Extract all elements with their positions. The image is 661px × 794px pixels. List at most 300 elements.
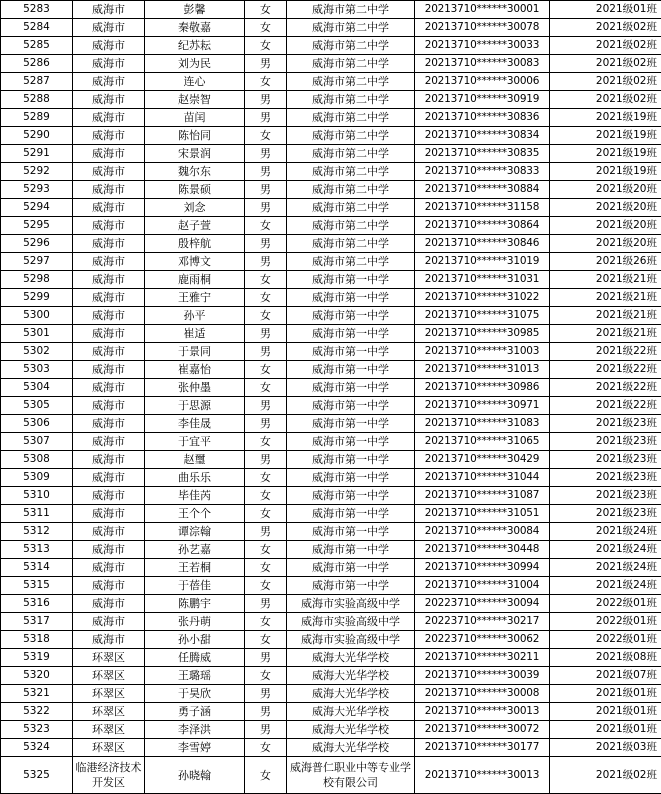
cell-city[interactable]: 威海市 [73,253,145,271]
cell-student-name[interactable]: 李佳晟 [145,415,245,433]
cell-class[interactable]: 2021级07班 [550,667,661,685]
cell-student-name[interactable]: 毕佳芮 [145,487,245,505]
cell-school[interactable]: 威海市第一中学 [287,577,415,595]
cell-class[interactable]: 2021级02班 [550,73,661,91]
cell-gender[interactable]: 女 [245,541,287,559]
cell-class[interactable]: 2022级01班 [550,631,661,649]
cell-serial-number[interactable]: 5312 [1,523,73,541]
cell-class[interactable]: 2021级01班 [550,721,661,739]
cell-school[interactable]: 威海市第二中学 [287,1,415,19]
cell-student-id[interactable]: 20213710******30846 [415,235,550,253]
cell-student-name[interactable]: 于思源 [145,397,245,415]
cell-city[interactable]: 威海市 [73,433,145,451]
cell-gender[interactable]: 男 [245,235,287,253]
cell-serial-number[interactable]: 5308 [1,451,73,469]
cell-class[interactable]: 2021级21班 [550,289,661,307]
cell-serial-number[interactable]: 5317 [1,613,73,631]
cell-student-id[interactable]: 20213710******31158 [415,199,550,217]
cell-serial-number[interactable]: 5313 [1,541,73,559]
cell-gender[interactable]: 女 [245,577,287,595]
cell-student-id[interactable]: 20213710******30835 [415,145,550,163]
cell-serial-number[interactable]: 5292 [1,163,73,181]
cell-school[interactable]: 威海市第一中学 [287,307,415,325]
cell-student-name[interactable]: 刘念 [145,199,245,217]
cell-school[interactable]: 威海市第二中学 [287,145,415,163]
cell-gender[interactable]: 女 [245,217,287,235]
cell-serial-number[interactable]: 5300 [1,307,73,325]
cell-student-id[interactable]: 20223710******30062 [415,631,550,649]
cell-student-id[interactable]: 20213710******31083 [415,415,550,433]
cell-student-name[interactable]: 陈鹏宇 [145,595,245,613]
cell-class[interactable]: 2021级20班 [550,217,661,235]
cell-serial-number[interactable]: 5314 [1,559,73,577]
cell-gender[interactable]: 男 [245,181,287,199]
cell-class[interactable]: 2021级02班 [550,37,661,55]
cell-serial-number[interactable]: 5284 [1,19,73,37]
cell-serial-number[interactable]: 5311 [1,505,73,523]
cell-serial-number[interactable]: 5307 [1,433,73,451]
cell-gender[interactable]: 男 [245,163,287,181]
cell-student-name[interactable]: 刘为民 [145,55,245,73]
cell-serial-number[interactable]: 5291 [1,145,73,163]
cell-city[interactable]: 威海市 [73,217,145,235]
cell-serial-number[interactable]: 5297 [1,253,73,271]
cell-city[interactable]: 威海市 [73,397,145,415]
cell-student-name[interactable]: 于景同 [145,343,245,361]
cell-student-name[interactable]: 苗闰 [145,109,245,127]
cell-gender[interactable]: 男 [245,145,287,163]
cell-serial-number[interactable]: 5310 [1,487,73,505]
cell-serial-number[interactable]: 5298 [1,271,73,289]
cell-serial-number[interactable]: 5305 [1,397,73,415]
cell-class[interactable]: 2021级21班 [550,271,661,289]
cell-school[interactable]: 威海市实验高级中学 [287,631,415,649]
cell-class[interactable]: 2021级24班 [550,523,661,541]
cell-city[interactable]: 威海市 [73,487,145,505]
cell-student-name[interactable]: 秦敬嘉 [145,19,245,37]
cell-student-id[interactable]: 20213710******30429 [415,451,550,469]
cell-student-id[interactable]: 20213710******30985 [415,325,550,343]
cell-school[interactable]: 威海市第一中学 [287,451,415,469]
cell-gender[interactable]: 女 [245,667,287,685]
cell-gender[interactable]: 女 [245,37,287,55]
cell-school[interactable]: 威海市第二中学 [287,91,415,109]
cell-city[interactable]: 威海市 [73,163,145,181]
cell-school[interactable]: 威海市第二中学 [287,55,415,73]
cell-serial-number[interactable]: 5309 [1,469,73,487]
cell-class[interactable]: 2021级24班 [550,577,661,595]
cell-serial-number[interactable]: 5296 [1,235,73,253]
cell-student-id[interactable]: 20213710******30006 [415,73,550,91]
cell-class[interactable]: 2021级01班 [550,1,661,19]
cell-class[interactable]: 2021级02班 [550,55,661,73]
cell-serial-number[interactable]: 5304 [1,379,73,397]
cell-class[interactable]: 2021级19班 [550,109,661,127]
cell-school[interactable]: 威海市第一中学 [287,433,415,451]
cell-gender[interactable]: 男 [245,325,287,343]
cell-student-name[interactable]: 赵子萱 [145,217,245,235]
cell-school[interactable]: 威海市第二中学 [287,73,415,91]
cell-student-name[interactable]: 张丹萌 [145,613,245,631]
cell-student-name[interactable]: 李泽洪 [145,721,245,739]
cell-class[interactable]: 2022级01班 [550,595,661,613]
cell-city[interactable]: 威海市 [73,271,145,289]
cell-school[interactable]: 威海市第一中学 [287,325,415,343]
cell-serial-number[interactable]: 5288 [1,91,73,109]
cell-school[interactable]: 威海市实验高级中学 [287,595,415,613]
cell-serial-number[interactable]: 5303 [1,361,73,379]
cell-city[interactable]: 威海市 [73,361,145,379]
cell-city[interactable]: 威海市 [73,631,145,649]
cell-class[interactable]: 2021级23班 [550,505,661,523]
cell-gender[interactable]: 女 [245,1,287,19]
cell-gender[interactable]: 女 [245,487,287,505]
cell-city[interactable]: 威海市 [73,505,145,523]
cell-school[interactable]: 威海大光华学校 [287,685,415,703]
cell-student-name[interactable]: 于宜平 [145,433,245,451]
cell-student-name[interactable]: 宋景润 [145,145,245,163]
cell-student-id[interactable]: 20223710******30094 [415,595,550,613]
cell-city[interactable]: 威海市 [73,145,145,163]
cell-class[interactable]: 2021级19班 [550,163,661,181]
cell-student-id[interactable]: 20213710******30177 [415,739,550,757]
cell-student-id[interactable]: 20213710******31022 [415,289,550,307]
cell-student-name[interactable]: 陈怡同 [145,127,245,145]
cell-city[interactable]: 威海市 [73,325,145,343]
cell-serial-number[interactable]: 5299 [1,289,73,307]
cell-serial-number[interactable]: 5316 [1,595,73,613]
cell-city[interactable]: 临港经济技术开发区 [73,757,145,794]
cell-school[interactable]: 威海市第二中学 [287,253,415,271]
cell-serial-number[interactable]: 5289 [1,109,73,127]
cell-school[interactable]: 威海市第一中学 [287,559,415,577]
cell-gender[interactable]: 女 [245,19,287,37]
cell-class[interactable]: 2021级08班 [550,649,661,667]
cell-student-name[interactable]: 曲乐乐 [145,469,245,487]
cell-class[interactable]: 2021级26班 [550,253,661,271]
cell-student-name[interactable]: 李雪婷 [145,739,245,757]
cell-gender[interactable]: 男 [245,253,287,271]
cell-student-id[interactable]: 20223710******30217 [415,613,550,631]
cell-gender[interactable]: 男 [245,523,287,541]
cell-city[interactable]: 威海市 [73,37,145,55]
cell-school[interactable]: 威海市第一中学 [287,379,415,397]
cell-serial-number[interactable]: 5295 [1,217,73,235]
cell-gender[interactable]: 女 [245,379,287,397]
cell-class[interactable]: 2021级22班 [550,361,661,379]
cell-school[interactable]: 威海市第一中学 [287,541,415,559]
cell-gender[interactable]: 女 [245,469,287,487]
cell-student-name[interactable]: 张仲墨 [145,379,245,397]
cell-class[interactable]: 2021级23班 [550,487,661,505]
cell-serial-number[interactable]: 5302 [1,343,73,361]
cell-city[interactable]: 威海市 [73,109,145,127]
cell-gender[interactable]: 女 [245,505,287,523]
cell-serial-number[interactable]: 5286 [1,55,73,73]
cell-school[interactable]: 威海大光华学校 [287,703,415,721]
cell-gender[interactable]: 女 [245,631,287,649]
cell-city[interactable]: 环翠区 [73,721,145,739]
cell-school[interactable]: 威海市第二中学 [287,109,415,127]
cell-class[interactable]: 2021级22班 [550,343,661,361]
cell-serial-number[interactable]: 5293 [1,181,73,199]
cell-student-id[interactable]: 20213710******30039 [415,667,550,685]
cell-student-id[interactable]: 20213710******30084 [415,523,550,541]
cell-student-id[interactable]: 20213710******31003 [415,343,550,361]
cell-student-id[interactable]: 20213710******31065 [415,433,550,451]
cell-city[interactable]: 威海市 [73,199,145,217]
cell-class[interactable]: 2022级01班 [550,613,661,631]
cell-student-name[interactable]: 孙平 [145,307,245,325]
cell-school[interactable]: 威海市第一中学 [287,415,415,433]
cell-student-id[interactable]: 20213710******30033 [415,37,550,55]
cell-student-name[interactable]: 于昊欣 [145,685,245,703]
cell-class[interactable]: 2021级20班 [550,181,661,199]
cell-gender[interactable]: 女 [245,127,287,145]
cell-school[interactable]: 威海市第二中学 [287,163,415,181]
cell-student-id[interactable]: 20213710******30078 [415,19,550,37]
cell-class[interactable]: 2021级02班 [550,19,661,37]
cell-class[interactable]: 2021级24班 [550,541,661,559]
cell-gender[interactable]: 男 [245,415,287,433]
cell-city[interactable]: 环翠区 [73,649,145,667]
cell-serial-number[interactable]: 5320 [1,667,73,685]
cell-city[interactable]: 威海市 [73,343,145,361]
cell-school[interactable]: 威海大光华学校 [287,739,415,757]
cell-school[interactable]: 威海市第一中学 [287,397,415,415]
cell-school[interactable]: 威海大光华学校 [287,721,415,739]
cell-student-id[interactable]: 20213710******30986 [415,379,550,397]
cell-class[interactable]: 2021级22班 [550,379,661,397]
cell-city[interactable]: 环翠区 [73,739,145,757]
cell-school[interactable]: 威海市第二中学 [287,181,415,199]
cell-city[interactable]: 威海市 [73,235,145,253]
cell-gender[interactable]: 男 [245,91,287,109]
cell-school[interactable]: 威海市第一中学 [287,505,415,523]
cell-city[interactable]: 威海市 [73,559,145,577]
cell-student-id[interactable]: 20213710******30834 [415,127,550,145]
cell-student-name[interactable]: 任腾威 [145,649,245,667]
cell-serial-number[interactable]: 5319 [1,649,73,667]
cell-student-name[interactable]: 纪苏耘 [145,37,245,55]
cell-class[interactable]: 2021级23班 [550,433,661,451]
cell-class[interactable]: 2021级03班 [550,739,661,757]
cell-school[interactable]: 威海市第二中学 [287,235,415,253]
cell-student-id[interactable]: 20213710******30884 [415,181,550,199]
cell-city[interactable]: 威海市 [73,595,145,613]
cell-serial-number[interactable]: 5285 [1,37,73,55]
cell-student-id[interactable]: 20213710******31087 [415,487,550,505]
cell-gender[interactable]: 男 [245,451,287,469]
cell-student-name[interactable]: 崔适 [145,325,245,343]
cell-student-id[interactable]: 20213710******30919 [415,91,550,109]
cell-serial-number[interactable]: 5287 [1,73,73,91]
cell-student-id[interactable]: 20213710******30072 [415,721,550,739]
cell-city[interactable]: 威海市 [73,523,145,541]
cell-class[interactable]: 2021级19班 [550,145,661,163]
cell-student-id[interactable]: 20213710******30001 [415,1,550,19]
cell-class[interactable]: 2021级20班 [550,235,661,253]
cell-city[interactable]: 环翠区 [73,667,145,685]
cell-gender[interactable]: 男 [245,721,287,739]
cell-gender[interactable]: 女 [245,307,287,325]
cell-gender[interactable]: 女 [245,271,287,289]
cell-student-name[interactable]: 王璐瑶 [145,667,245,685]
cell-school[interactable]: 威海市第二中学 [287,37,415,55]
cell-city[interactable]: 威海市 [73,307,145,325]
cell-gender[interactable]: 男 [245,649,287,667]
cell-student-name[interactable]: 勇子涵 [145,703,245,721]
cell-student-name[interactable]: 连心 [145,73,245,91]
cell-gender[interactable]: 男 [245,199,287,217]
cell-student-name[interactable]: 殷梓航 [145,235,245,253]
cell-student-id[interactable]: 20213710******31075 [415,307,550,325]
cell-school[interactable]: 威海市第二中学 [287,199,415,217]
cell-student-id[interactable]: 20213710******30083 [415,55,550,73]
cell-school[interactable]: 威海市第一中学 [287,469,415,487]
cell-school[interactable]: 威海市实验高级中学 [287,613,415,631]
cell-serial-number[interactable]: 5324 [1,739,73,757]
cell-student-name[interactable]: 赵璽 [145,451,245,469]
cell-student-name[interactable]: 王雅宁 [145,289,245,307]
cell-city[interactable]: 威海市 [73,451,145,469]
cell-class[interactable]: 2021级22班 [550,397,661,415]
cell-class[interactable]: 2021级19班 [550,127,661,145]
cell-gender[interactable]: 女 [245,289,287,307]
cell-student-id[interactable]: 20213710******30833 [415,163,550,181]
cell-city[interactable]: 威海市 [73,181,145,199]
cell-serial-number[interactable]: 5318 [1,631,73,649]
cell-serial-number[interactable]: 5294 [1,199,73,217]
cell-gender[interactable]: 男 [245,343,287,361]
cell-student-name[interactable]: 王个个 [145,505,245,523]
cell-school[interactable]: 威海市第一中学 [287,271,415,289]
cell-school[interactable]: 威海市第一中学 [287,523,415,541]
cell-school[interactable]: 威海市第一中学 [287,361,415,379]
cell-student-name[interactable]: 赵崇智 [145,91,245,109]
cell-class[interactable]: 2021级24班 [550,559,661,577]
cell-student-name[interactable]: 魏尔东 [145,163,245,181]
cell-serial-number[interactable]: 5290 [1,127,73,145]
cell-school[interactable]: 威海普仁职业中等专业学校有限公司 [287,757,415,794]
cell-city[interactable]: 威海市 [73,73,145,91]
cell-student-name[interactable]: 孙晓翰 [145,757,245,794]
cell-gender[interactable]: 男 [245,55,287,73]
cell-serial-number[interactable]: 5283 [1,1,73,19]
cell-student-name[interactable]: 孙艺嘉 [145,541,245,559]
cell-city[interactable]: 威海市 [73,577,145,595]
cell-city[interactable]: 威海市 [73,91,145,109]
cell-school[interactable]: 威海市第二中学 [287,217,415,235]
cell-gender[interactable]: 男 [245,109,287,127]
cell-class[interactable]: 2021级01班 [550,685,661,703]
cell-student-id[interactable]: 20213710******30971 [415,397,550,415]
cell-city[interactable]: 威海市 [73,469,145,487]
cell-gender[interactable]: 男 [245,397,287,415]
cell-student-id[interactable]: 20213710******30013 [415,757,550,794]
cell-student-name[interactable]: 谭淙翰 [145,523,245,541]
cell-class[interactable]: 2021级23班 [550,415,661,433]
cell-student-name[interactable]: 陈景硕 [145,181,245,199]
cell-student-id[interactable]: 20213710******31004 [415,577,550,595]
cell-city[interactable]: 威海市 [73,289,145,307]
cell-gender[interactable]: 女 [245,559,287,577]
cell-serial-number[interactable]: 5301 [1,325,73,343]
cell-gender[interactable]: 男 [245,703,287,721]
cell-gender[interactable]: 女 [245,613,287,631]
cell-student-id[interactable]: 20213710******30211 [415,649,550,667]
cell-serial-number[interactable]: 5321 [1,685,73,703]
cell-gender[interactable]: 女 [245,361,287,379]
cell-class[interactable]: 2021级02班 [550,757,661,794]
cell-gender[interactable]: 男 [245,595,287,613]
cell-serial-number[interactable]: 5306 [1,415,73,433]
cell-student-id[interactable]: 20213710******31051 [415,505,550,523]
cell-gender[interactable]: 女 [245,739,287,757]
cell-city[interactable]: 环翠区 [73,685,145,703]
cell-school[interactable]: 威海大光华学校 [287,649,415,667]
cell-student-name[interactable]: 邓博文 [145,253,245,271]
cell-class[interactable]: 2021级21班 [550,325,661,343]
cell-city[interactable]: 威海市 [73,541,145,559]
cell-student-id[interactable]: 20213710******30448 [415,541,550,559]
cell-serial-number[interactable]: 5315 [1,577,73,595]
cell-city[interactable]: 威海市 [73,415,145,433]
cell-city[interactable]: 威海市 [73,127,145,145]
cell-student-id[interactable]: 20213710******30864 [415,217,550,235]
cell-gender[interactable]: 男 [245,685,287,703]
cell-student-id[interactable]: 20213710******30008 [415,685,550,703]
cell-city[interactable]: 威海市 [73,1,145,19]
cell-student-id[interactable]: 20213710******30994 [415,559,550,577]
cell-city[interactable]: 环翠区 [73,703,145,721]
cell-student-id[interactable]: 20213710******30013 [415,703,550,721]
cell-school[interactable]: 威海市第一中学 [287,289,415,307]
cell-class[interactable]: 2021级20班 [550,199,661,217]
cell-class[interactable]: 2021级21班 [550,307,661,325]
cell-gender[interactable]: 女 [245,433,287,451]
cell-class[interactable]: 2021级02班 [550,91,661,109]
cell-serial-number[interactable]: 5322 [1,703,73,721]
cell-student-id[interactable]: 20213710******30836 [415,109,550,127]
cell-class[interactable]: 2021级23班 [550,451,661,469]
cell-school[interactable]: 威海市第一中学 [287,487,415,505]
cell-student-id[interactable]: 20213710******31013 [415,361,550,379]
cell-school[interactable]: 威海市第二中学 [287,127,415,145]
cell-school[interactable]: 威海市第二中学 [287,19,415,37]
cell-student-name[interactable]: 崔嘉怡 [145,361,245,379]
cell-class[interactable]: 2021级23班 [550,469,661,487]
cell-serial-number[interactable]: 5323 [1,721,73,739]
cell-city[interactable]: 威海市 [73,379,145,397]
cell-student-id[interactable]: 20213710******31019 [415,253,550,271]
cell-gender[interactable]: 女 [245,757,287,794]
cell-student-name[interactable]: 鹿雨桐 [145,271,245,289]
cell-student-id[interactable]: 20213710******31044 [415,469,550,487]
cell-school[interactable]: 威海大光华学校 [287,667,415,685]
cell-school[interactable]: 威海市第一中学 [287,343,415,361]
cell-student-name[interactable]: 彭馨 [145,1,245,19]
cell-student-name[interactable]: 于蓓佳 [145,577,245,595]
cell-gender[interactable]: 女 [245,73,287,91]
cell-student-name[interactable]: 王若桐 [145,559,245,577]
cell-class[interactable]: 2021级01班 [550,703,661,721]
cell-student-id[interactable]: 20213710******31031 [415,271,550,289]
cell-city[interactable]: 威海市 [73,55,145,73]
cell-serial-number[interactable]: 5325 [1,757,73,794]
cell-city[interactable]: 威海市 [73,613,145,631]
cell-city[interactable]: 威海市 [73,19,145,37]
